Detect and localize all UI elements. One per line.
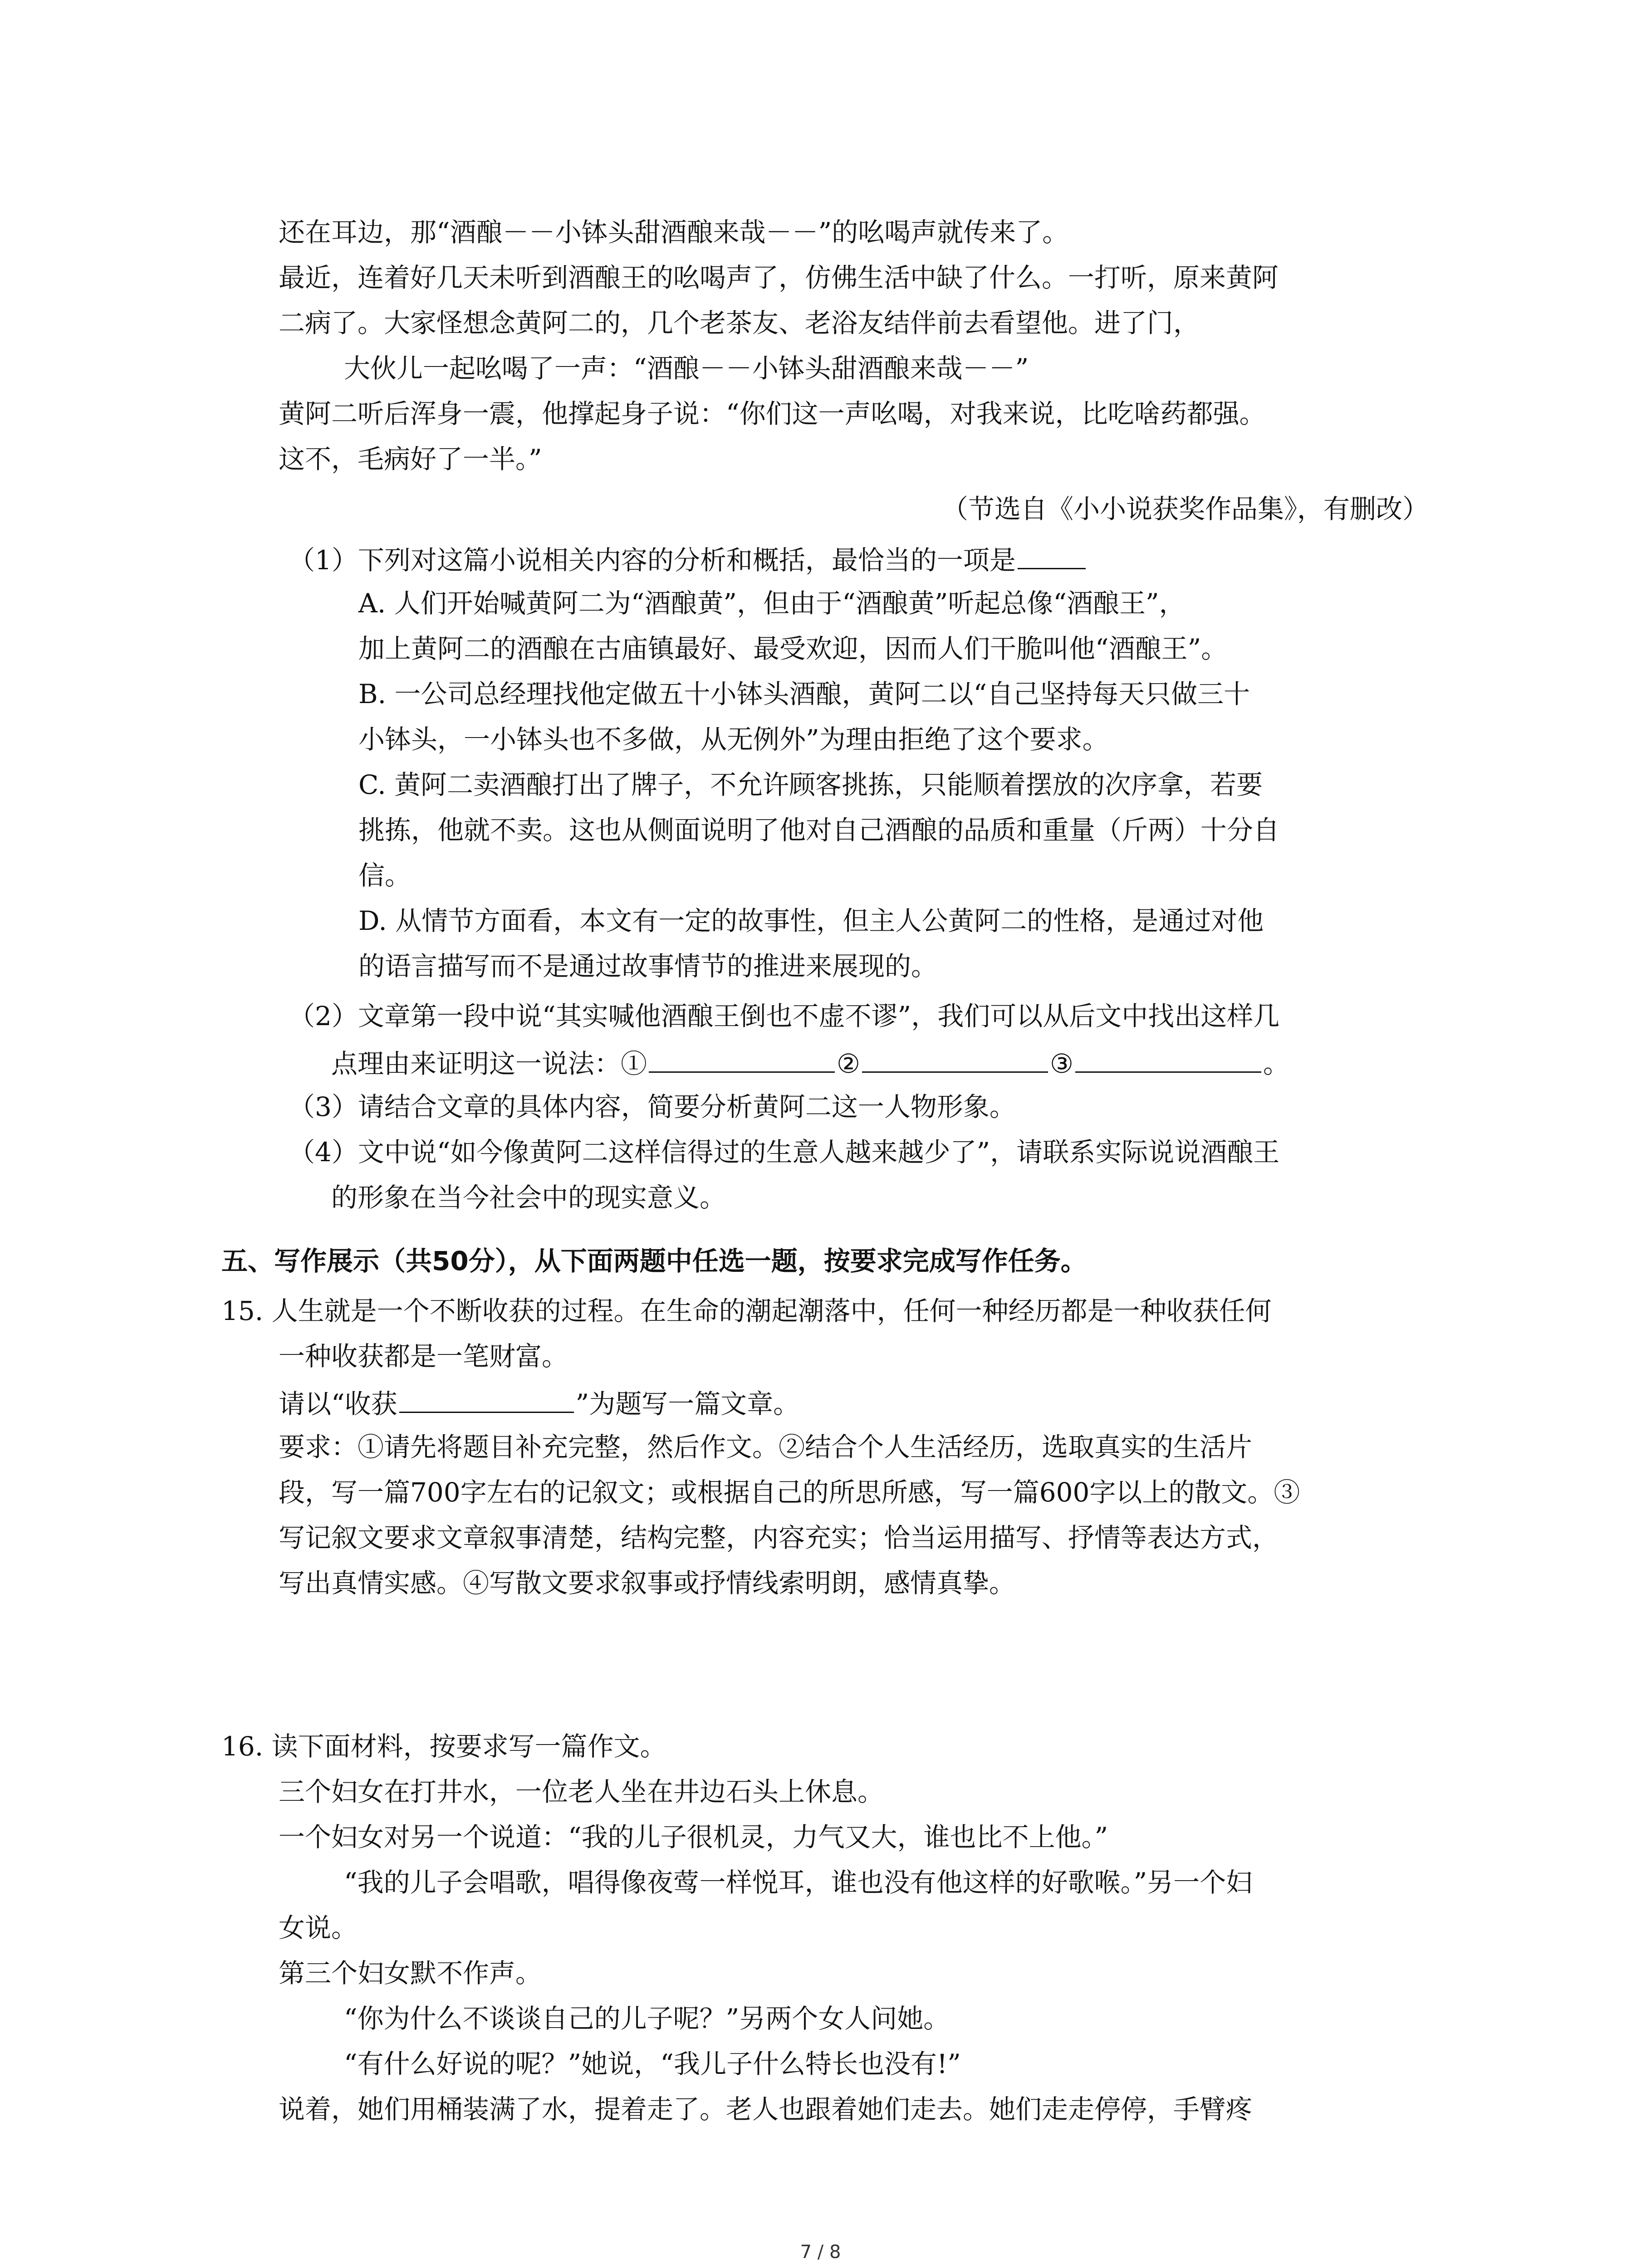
question-16-line: 16. 读下面材料，按要求写一篇作文。: [221, 1731, 666, 1762]
question-4-line: 的形象在当今社会中的现实意义。: [331, 1182, 726, 1213]
question-3: （3）请结合文章的具体内容，简要分析黄阿二这一人物形象。: [289, 1091, 1016, 1122]
option-line: C. 黄阿二卖酒酿打出了牌子，不允许顾客挑拣，只能顺着摆放的次序拿，若要: [358, 769, 1263, 800]
material-line: 女说。: [279, 1912, 358, 1943]
passage-line: 大伙儿一起吆喝了一声：“酒酿－－小钵头甜酒酿来哉－－”: [344, 353, 1029, 384]
material-line: 一个妇女对另一个说道：“我的儿子很机灵，力气又大，谁也比不上他。”: [279, 1822, 1108, 1853]
passage-source: （节选自《小小说获奖作品集》，有删改）: [941, 494, 1429, 524]
option-line: A. 人们开始喊黄阿二为“酒酿黄”，但由于“酒酿黄”听起总像“酒酿王”，: [358, 588, 1185, 619]
answer-blank-3[interactable]: [1075, 1043, 1261, 1073]
requirement-line: 要求：①请先将题目补充完整，然后作文。②结合个人生活经历，选取真实的生活片: [279, 1432, 1253, 1462]
passage-line: 黄阿二听后浑身一震，他撑起身子说：“你们这一声吆喝，对我来说，比吃啥药都强。: [279, 398, 1266, 429]
answer-blank-2[interactable]: [862, 1043, 1048, 1073]
option-line: 挑拣，他就不卖。这也从侧面说明了他对自己酒酿的品质和重量（斤两）十分自: [358, 815, 1280, 846]
passage-line: 最近，连着好几天未听到酒酿王的吆喝声了，仿佛生活中缺了什么。一打听，原来黄阿: [279, 262, 1279, 293]
option-line: D. 从情节方面看，本文有一定的故事性，但主人公黄阿二的性格，是通过对他: [358, 905, 1264, 936]
passage-line: 还在耳边，那“酒酿－－小钵头甜酒酿来哉－－”的吆喝声就传来了。: [279, 217, 1069, 248]
material-line: “我的儿子会唱歌，唱得像夜莺一样悦耳，谁也没有他这样的好歌喉。”另一个妇: [344, 1867, 1253, 1898]
question-4-line: （4）文中说“如今像黄阿二这样信得过的生意人越来越少了”，请联系实际说说酒酿王: [289, 1137, 1280, 1168]
option-line: 加上黄阿二的酒酿在古庙镇最好、最受欢迎，因而人们干脆叫他“酒酿王”。: [358, 633, 1228, 664]
answer-blank[interactable]: [1018, 540, 1086, 569]
material-line: “有什么好说的呢？”她说，“我儿子什么特长也没有!”: [344, 2048, 961, 2079]
passage-line: 二病了。大家怪想念黄阿二的，几个老茶友、老浴友结伴前去看望他。进了门，: [279, 308, 1200, 338]
option-line: 的语言描写而不是通过故事情节的推进来展现的。: [358, 951, 938, 982]
material-line: 第三个妇女默不作声。: [279, 1958, 542, 1989]
answer-blank-1[interactable]: [649, 1043, 835, 1073]
question-15-prompt: 请以“收获 ”为题写一篇文章。: [279, 1383, 799, 1420]
question-1-stem: （1）下列对这篇小说相关内容的分析和概括，最恰当的一项是: [289, 540, 1087, 576]
section-5-heading: 五、写作展示（共50分），从下面两题中任选一题，按要求完成写作任务。: [221, 1246, 1087, 1276]
question-15-line: 一种收获都是一笔财富。: [279, 1341, 568, 1372]
question-2-blanks: 点理由来证明这一说法：① ② ③ 。: [331, 1043, 1289, 1080]
requirement-line: 写出真情实感。④写散文要求叙事或抒情线索明朗，感情真挚。: [279, 1568, 1016, 1598]
question-15-line: 15. 人生就是一个不断收获的过程。在生命的潮起潮落中，任何一种经历都是一种收获任何: [221, 1295, 1272, 1326]
title-blank[interactable]: [399, 1383, 574, 1413]
option-line: 信。: [358, 860, 411, 891]
passage-line: 这不，毛病好了一半。”: [279, 444, 542, 474]
requirement-line: 写记叙文要求文章叙事清楚，结构完整，内容充实；恰当运用描写、抒情等表达方式，: [279, 1522, 1279, 1553]
option-line: 小钵头，一小钵头也不多做，从无例外”为理由拒绝了这个要求。: [358, 724, 1109, 755]
material-line: 三个妇女在打井水，一位老人坐在井边石头上休息。: [279, 1776, 884, 1807]
material-line: 说着，她们用桶装满了水，提着走了。老人也跟着她们走去。她们走走停停，手臂疼: [279, 2094, 1253, 2125]
question-2-line: （2）文章第一段中说“其实喊他酒酿王倒也不虚不谬”，我们可以从后文中找出这样几: [289, 1001, 1280, 1031]
option-line: B. 一公司总经理找他定做五十小钵头酒酿，黄阿二以“自己坚持每天只做三十: [358, 679, 1250, 709]
page-number: 7 / 8: [800, 2242, 841, 2263]
material-line: “你为什么不谈谈自己的儿子呢？”另两个女人问她。: [344, 2003, 950, 2034]
requirement-line: 段，写一篇700字左右的记叙文；或根据自己的所思所感，写一篇600字以上的散文。③: [279, 1477, 1300, 1508]
